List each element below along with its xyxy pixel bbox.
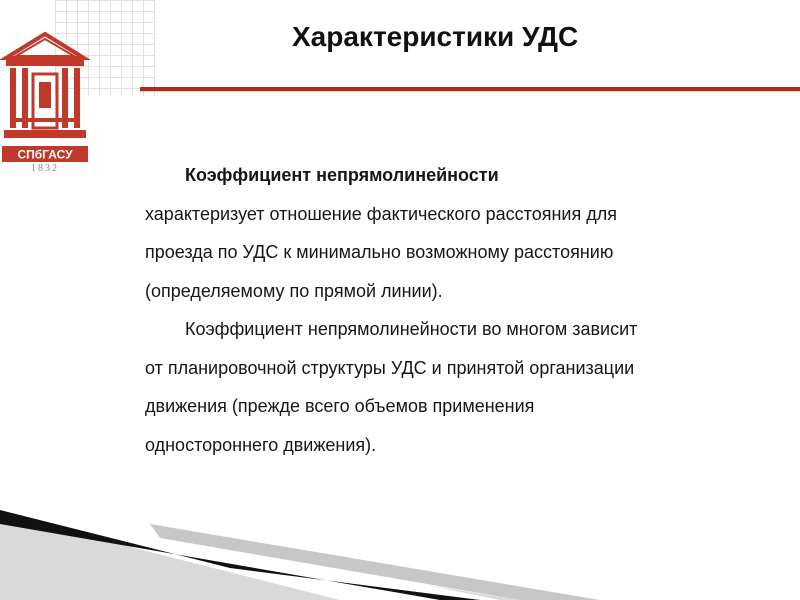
slide-body bbox=[145, 156, 765, 464]
paragraph-2-line-4: одностороннего движения). bbox=[145, 434, 377, 455]
title-underline-shadow bbox=[140, 91, 800, 93]
paragraph-1-line-3: проезда по УДС к минимально возможному расстоянию bbox=[145, 242, 614, 262]
paragraph-1-line-4: (определяемому по прямой линии). bbox=[145, 280, 443, 301]
paragraph-2-line-2: от планировочной структуры УДС и принятой организации bbox=[145, 357, 635, 378]
slide-title: Характеристики УДС bbox=[292, 21, 579, 52]
svg-text:СПбГАСУ: СПбГАСУ bbox=[17, 147, 73, 162]
paragraph-1-line-2: характеризует отношение фактического расстояния для bbox=[145, 203, 617, 224]
paragraph-2-line-3: движения (прежде всего объемов применения bbox=[145, 396, 535, 416]
logo-year: 1832 bbox=[31, 163, 59, 174]
university-logo bbox=[0, 30, 90, 180]
paragraph-2-line-1: Коэффициент непрямолинейности во многом зависит bbox=[185, 319, 638, 339]
bottom-decoration bbox=[0, 480, 800, 600]
paragraph-1-line-1: Коэффициент непрямолинейности bbox=[185, 165, 499, 185]
